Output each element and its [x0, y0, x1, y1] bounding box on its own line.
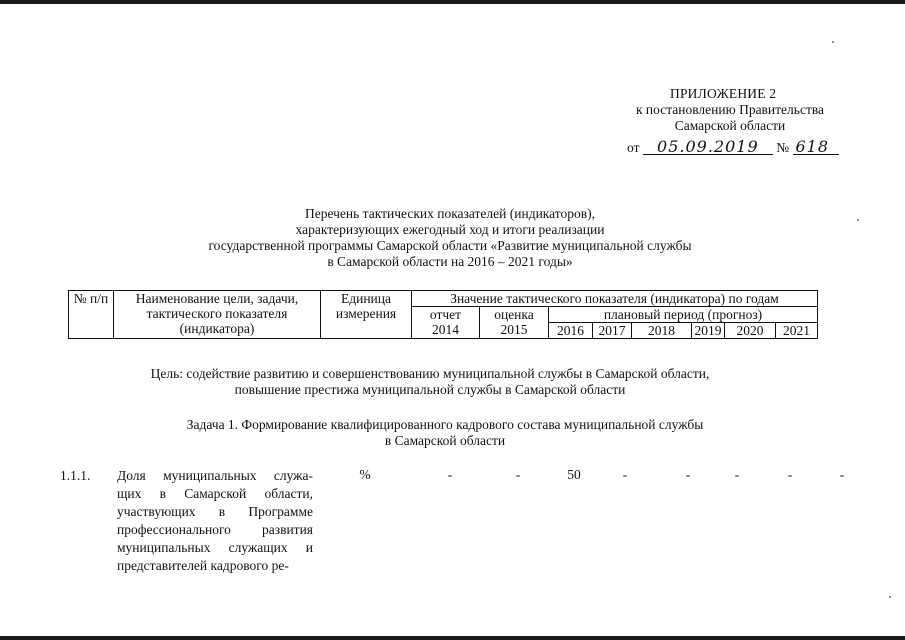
value-2016: 50	[567, 467, 581, 482]
from-label: от	[627, 140, 640, 155]
year-2016: 2016	[549, 323, 593, 339]
decree-date-line	[627, 137, 839, 156]
indicator-unit: %	[359, 467, 371, 482]
header-values: Значение тактического показателя (индикатора) по годам	[412, 291, 818, 307]
scan-speck	[832, 41, 834, 43]
scan-speck	[857, 219, 859, 221]
value-2015: -	[515, 467, 521, 482]
appendix-title: ПРИЛОЖЕНИЕ 2	[670, 86, 777, 101]
year-2021: 2021	[776, 323, 818, 339]
year-2015: 2015	[500, 322, 528, 337]
appendix-line-2: Самарской области	[674, 118, 786, 133]
value-2014: -	[447, 467, 453, 482]
year-2017: 2017	[593, 323, 632, 339]
value-2018: -	[685, 467, 691, 482]
page-top-border	[0, 0, 905, 4]
header-estimate: оценка 2015	[480, 307, 549, 339]
scan-speck	[889, 596, 891, 598]
task-text: Задача 1. Формирование квалифицированного кадрового состава муниципальной службы в Самарской области	[186, 417, 704, 448]
title-line: в Самарской области на 2016 – 2021 годы»	[327, 254, 573, 269]
value-2019: -	[734, 467, 740, 482]
indicator-number: 1.1.1.	[60, 468, 91, 483]
year-2019: 2019	[692, 323, 725, 339]
title-line: Перечень тактических показателей (индикаторов),	[304, 206, 596, 221]
header-unit: Единица измерения	[321, 291, 412, 339]
indicator-table-header	[68, 290, 818, 339]
appendix-block	[600, 86, 860, 134]
goal-text: Цель: содействие развитию и совершенствованию муниципальной службы в Самарской области, повышение престижа муниципальной службы в Самарской области	[150, 366, 710, 397]
year-2018: 2018	[632, 323, 692, 339]
handwritten-date: 05.09.2019	[643, 140, 773, 155]
header-name: Наименование цели, задачи, тактического показателя (индикатора)	[114, 291, 321, 339]
header-report: отчет 2014	[412, 307, 480, 339]
value-2017: -	[622, 467, 628, 482]
header-plan: плановый период (прогноз)	[549, 307, 818, 323]
number-label: №	[776, 140, 790, 155]
year-2020: 2020	[725, 323, 776, 339]
value-2021: -	[839, 467, 845, 482]
year-2014: 2014	[432, 322, 459, 337]
title-line: государственной программы Самарской области «Развитие муниципальной службы	[208, 238, 692, 253]
value-2020: -	[787, 467, 793, 482]
indicator-name: Доля муниципальных служа- щих в Самарской области, участвующих в Программе профессионального развития муниципальных служащих и представителей кадрового ре-	[117, 468, 313, 573]
handwritten-number: 618	[793, 140, 839, 155]
title-line: характеризующих ежегодный ход и итоги реализации	[295, 222, 605, 237]
header-number: № п/п	[69, 291, 114, 339]
page-bottom-border	[0, 636, 905, 640]
appendix-line-1: к постановлению Правительства	[635, 102, 825, 117]
document-title	[120, 206, 780, 270]
